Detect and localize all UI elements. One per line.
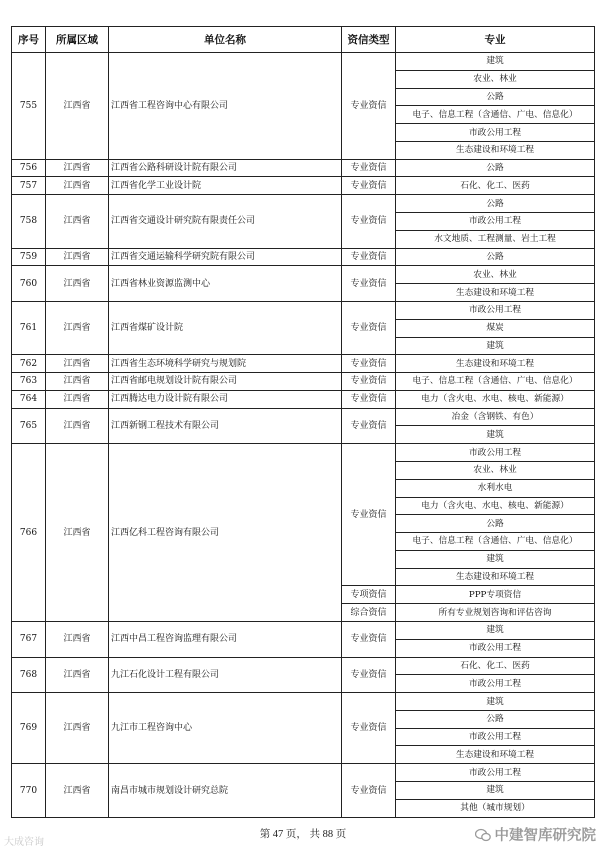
qualification-type-cell: 专业资信 [342,657,396,693]
specialty-cell: 电子、信息工程（含通信、广电、信息化） [396,533,595,551]
table-row [12,373,595,391]
seq-cell: 756 [12,159,46,177]
qualification-type-cell: 专业资信 [342,266,396,302]
header-row [12,27,595,53]
name-cell: 江西中昌工程咨询监理有限公司 [109,622,342,658]
watermark-right [475,824,597,845]
name-cell: 南昌市城市规划设计研究总院 [109,764,342,818]
specialty-cell: 生态建设和环境工程 [396,568,595,586]
specialty-cell: 农业、林业 [396,70,595,88]
qualification-type-cell: 专业资信 [342,408,396,444]
specialty-cell: 石化、化工、医药 [396,177,595,195]
specialty-cell: 农业、林业 [396,461,595,479]
name-cell: 江西省交通运输科学研究院有限公司 [109,248,342,266]
table-row [12,195,595,213]
header-specialty: 专业 [396,27,595,53]
specialty-cell: 其他（城市规划） [396,799,595,817]
specialty-cell: 建筑 [396,782,595,800]
specialty-cell: 公路 [396,515,595,533]
table-row [12,390,595,408]
wechat-icon [475,828,491,842]
seq-cell: 757 [12,177,46,195]
region-cell: 江西省 [46,622,109,658]
qualification-type-cell: 专业资信 [342,390,396,408]
table-row [12,266,595,284]
name-cell: 江西腾达电力设计院有限公司 [109,390,342,408]
seq-cell: 758 [12,195,46,248]
table-row [12,53,595,71]
seq-cell: 762 [12,355,46,373]
qualification-type-cell: 专业资信 [342,53,396,160]
specialty-cell: 市政公用工程 [396,728,595,746]
specialty-cell: 市政公用工程 [396,124,595,142]
qualification-type-cell: 专业资信 [342,355,396,373]
region-cell: 江西省 [46,373,109,391]
table-row [12,355,595,373]
name-cell: 江西省邮电规划设计院有限公司 [109,373,342,391]
region-cell: 江西省 [46,301,109,354]
qualification-type-cell: 专业资信 [342,195,396,248]
region-cell: 江西省 [46,444,109,622]
specialty-cell: 水利水电 [396,479,595,497]
specialty-cell: 市政公用工程 [396,639,595,657]
qualification-type-cell: 专业资信 [342,248,396,266]
specialty-cell: 市政公用工程 [396,444,595,462]
qualification-type-cell: 综合资信 [342,604,396,622]
seq-cell: 759 [12,248,46,266]
specialty-cell: 市政公用工程 [396,764,595,782]
header-name: 单位名称 [109,27,342,53]
specialty-cell: 市政公用工程 [396,675,595,693]
qualification-type-cell: 专业资信 [342,444,396,586]
table-row [12,764,595,782]
page-footer [0,826,606,846]
qualification-type-cell: 专业资信 [342,177,396,195]
specialty-cell: PPP专项资信 [396,586,595,604]
specialty-cell: 市政公用工程 [396,301,595,319]
specialty-cell: 建筑 [396,550,595,568]
region-cell: 江西省 [46,693,109,764]
region-cell: 江西省 [46,177,109,195]
specialty-cell: 农业、林业 [396,266,595,284]
seq-cell: 768 [12,657,46,693]
seq-cell: 766 [12,444,46,622]
seq-cell: 764 [12,390,46,408]
region-cell: 江西省 [46,195,109,248]
region-cell: 江西省 [46,159,109,177]
qualification-type-cell: 专业资信 [342,764,396,818]
seq-cell: 770 [12,764,46,818]
specialty-cell: 生态建设和环境工程 [396,284,595,302]
region-cell: 江西省 [46,657,109,693]
specialty-cell: 公路 [396,195,595,213]
name-cell: 江西省林业资源监测中心 [109,266,342,302]
qualification-table [11,26,595,818]
qualification-type-cell: 专业资信 [342,373,396,391]
specialty-cell: 公路 [396,159,595,177]
region-cell: 江西省 [46,408,109,444]
name-cell: 江西新钢工程技术有限公司 [109,408,342,444]
qualification-type-cell: 专业资信 [342,622,396,658]
specialty-cell: 水文地质、工程测量、岩土工程 [396,230,595,248]
specialty-cell: 生态建设和环境工程 [396,141,595,159]
specialty-cell: 电子、信息工程（含通信、广电、信息化） [396,373,595,391]
table-row [12,693,595,711]
table-row [12,301,595,319]
watermark-left: 大成咨询 [4,837,44,848]
table-row [12,444,595,462]
specialty-cell: 公路 [396,88,595,106]
seq-cell: 761 [12,301,46,354]
specialty-cell: 公路 [396,710,595,728]
table-row [12,622,595,640]
name-cell: 江西省工程咨询中心有限公司 [109,53,342,160]
name-cell: 江西省化学工业设计院 [109,177,342,195]
region-cell: 江西省 [46,248,109,266]
specialty-cell: 所有专业规划咨询和评估咨询 [396,604,595,622]
qualification-type-cell: 专项资信 [342,586,396,604]
qualification-type-cell: 专业资信 [342,301,396,354]
name-cell: 江西省交通设计研究院有限责任公司 [109,195,342,248]
seq-cell: 763 [12,373,46,391]
table-row [12,408,595,426]
name-cell: 九江石化设计工程有限公司 [109,657,342,693]
seq-cell: 760 [12,266,46,302]
specialty-cell: 建筑 [396,53,595,71]
table-row [12,657,595,675]
seq-cell: 767 [12,622,46,658]
specialty-cell: 冶金（含钢铁、有色） [396,408,595,426]
name-cell: 九江市工程咨询中心 [109,693,342,764]
specialty-cell: 煤炭 [396,319,595,337]
seq-cell: 769 [12,693,46,764]
qualification-type-cell: 专业资信 [342,159,396,177]
watermark-right-text: 中建智库研究院 [494,828,596,844]
specialty-cell: 建筑 [396,622,595,640]
name-cell: 江西省煤矿设计院 [109,301,342,354]
page-number: 第 47 页， 共 88 页 [259,829,347,840]
table-row [12,248,595,266]
seq-cell: 765 [12,408,46,444]
header-seq: 序号 [12,27,46,53]
name-cell: 江西省公路科研设计院有限公司 [109,159,342,177]
table-row [12,159,595,177]
specialty-cell: 生态建设和环境工程 [396,746,595,764]
region-cell: 江西省 [46,53,109,160]
specialty-cell: 建筑 [396,337,595,355]
seq-cell: 755 [12,53,46,160]
specialty-cell: 石化、化工、医药 [396,657,595,675]
specialty-cell: 公路 [396,248,595,266]
table-row [12,177,595,195]
qualification-type-cell: 专业资信 [342,693,396,764]
specialty-cell: 建筑 [396,426,595,444]
specialty-cell: 生态建设和环境工程 [396,355,595,373]
table-body [12,53,595,818]
specialty-cell: 电力（含火电、水电、核电、新能源） [396,390,595,408]
specialty-cell: 建筑 [396,693,595,711]
region-cell: 江西省 [46,355,109,373]
name-cell: 江西亿科工程咨询有限公司 [109,444,342,622]
header-type: 资信类型 [342,27,396,53]
header-region: 所属区域 [46,27,109,53]
region-cell: 江西省 [46,390,109,408]
region-cell: 江西省 [46,266,109,302]
specialty-cell: 电子、信息工程（含通信、广电、信息化） [396,106,595,124]
region-cell: 江西省 [46,764,109,818]
name-cell: 江西省生态环境科学研究与规划院 [109,355,342,373]
specialty-cell: 电力（含火电、水电、核电、新能源） [396,497,595,515]
specialty-cell: 市政公用工程 [396,213,595,231]
